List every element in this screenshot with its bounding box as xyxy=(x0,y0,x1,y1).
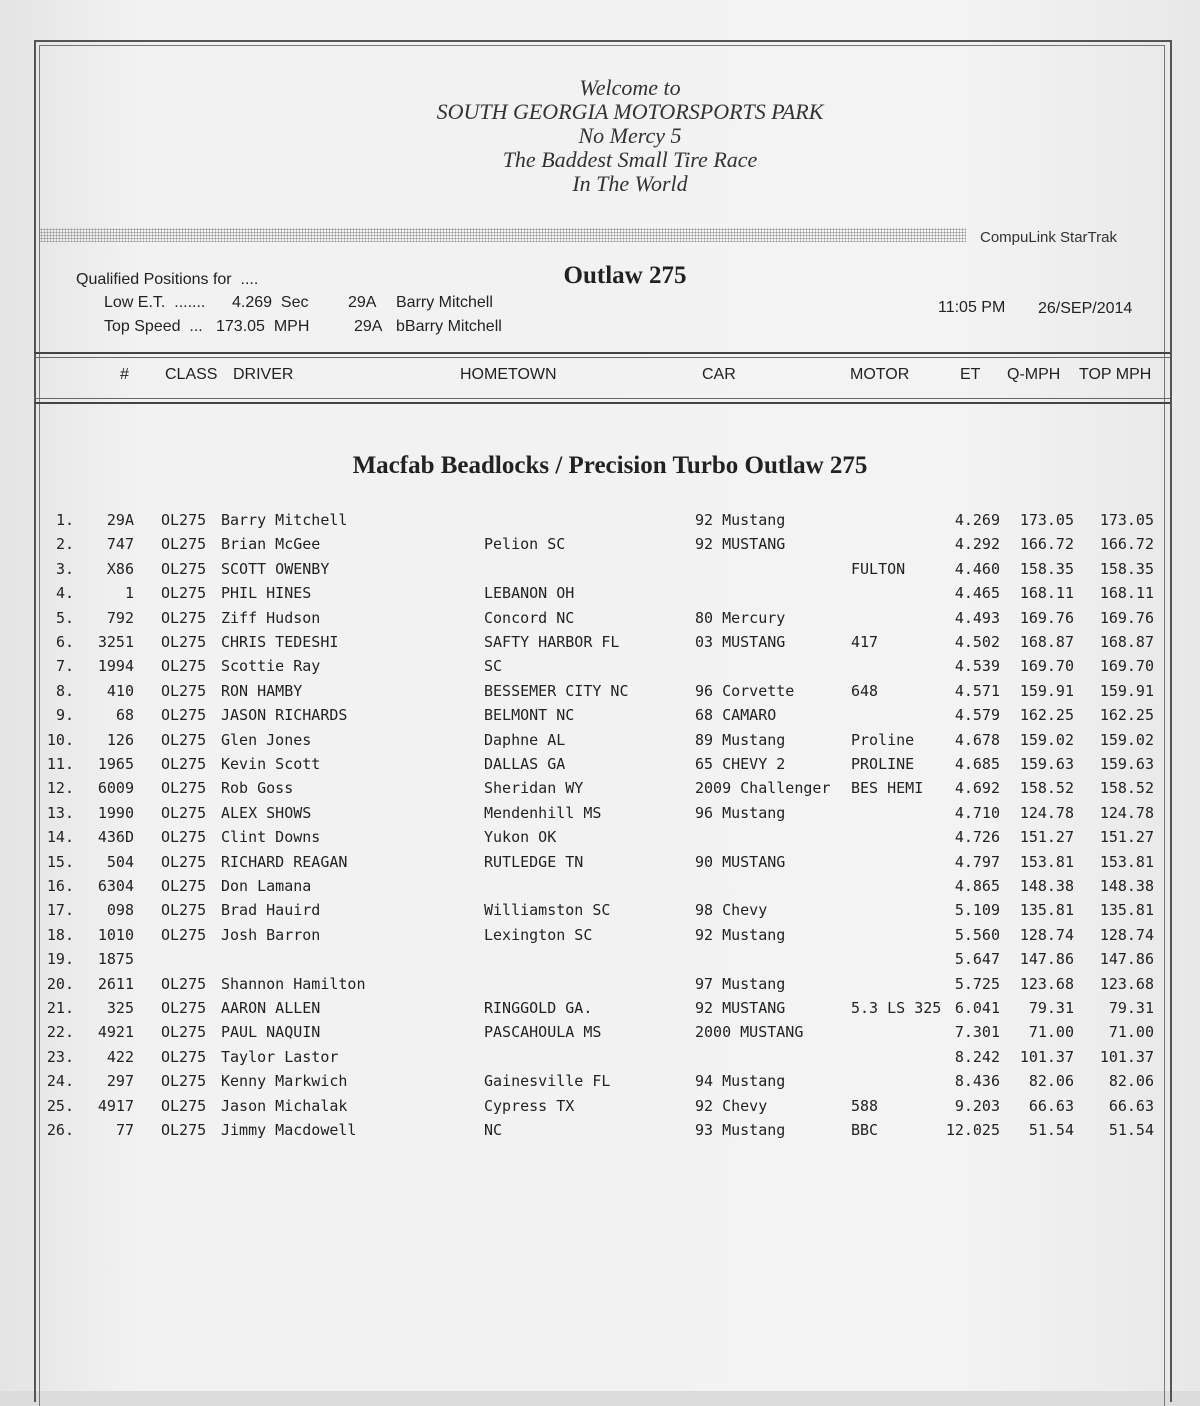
cell-top-mph: 79.31 xyxy=(1108,999,1154,1017)
cell-et: 4.539 xyxy=(954,657,1000,676)
cell-et: 9.203 xyxy=(954,1096,1000,1115)
cell-driver: Clint Downs xyxy=(221,828,321,847)
table-row xyxy=(0,534,1200,558)
cell-top-mph: 71.00 xyxy=(1108,1023,1154,1042)
cell-hometown: SC xyxy=(484,657,503,676)
low-et-driver: Barry Mitchell xyxy=(396,294,493,311)
cell-class: OL275 xyxy=(161,1072,207,1091)
cell-top-mph: 151.27 xyxy=(1099,828,1154,847)
cell-car-number: 1875 xyxy=(97,950,134,969)
cell-class: OL275 xyxy=(161,584,207,603)
cell-hometown: RINGGOLD GA. xyxy=(484,999,593,1017)
cell-qmph: 101.37 xyxy=(1019,1047,1074,1066)
cell-class: OL275 xyxy=(161,608,207,627)
cell-driver: Shannon Hamilton xyxy=(221,974,366,993)
table-row xyxy=(0,608,1200,632)
cell-car: 92 Mustang xyxy=(695,511,786,529)
cell-top-mph: 153.81 xyxy=(1099,852,1154,871)
cell-driver: CHRIS TEDESHI xyxy=(221,633,339,651)
table-row xyxy=(0,1096,1200,1120)
event-date: 26/SEP/2014 xyxy=(1038,300,1133,317)
cell-qmph: 147.86 xyxy=(1019,950,1074,969)
cell-position: 13. xyxy=(46,803,74,822)
cell-top-mph: 159.02 xyxy=(1099,730,1154,749)
cell-motor: PROLINE xyxy=(851,755,915,773)
cell-driver: Glen Jones xyxy=(221,730,312,749)
cell-hometown: PASCAHOULA MS xyxy=(484,1023,602,1042)
top-speed-value: 173.05 MPH xyxy=(216,318,310,335)
cell-et: 4.579 xyxy=(954,706,1000,725)
table-row xyxy=(0,705,1200,729)
table-row xyxy=(0,730,1200,754)
cell-top-mph: 162.25 xyxy=(1099,706,1154,725)
cell-position: 24. xyxy=(46,1072,74,1091)
col-head-motor: MOTOR xyxy=(850,366,910,383)
cell-position: 25. xyxy=(46,1096,74,1115)
cell-car-number: 410 xyxy=(106,681,134,700)
cell-qmph: 79.31 xyxy=(1028,999,1074,1017)
cell-car-number: X86 xyxy=(106,559,134,578)
cell-car-number: 6304 xyxy=(97,877,134,895)
cell-hometown: NC xyxy=(484,1121,503,1139)
cell-qmph: 166.72 xyxy=(1019,535,1074,554)
top-speed-label: Top Speed ... xyxy=(104,318,203,335)
cell-et: 5.647 xyxy=(954,950,1000,969)
top-speed-driver: bBarry Mitchell xyxy=(396,318,502,335)
cell-driver: Don Lamana xyxy=(221,877,312,895)
cell-hometown: Concord NC xyxy=(484,608,575,627)
cell-class: OL275 xyxy=(161,877,207,895)
cell-driver: PHIL HINES xyxy=(221,584,312,603)
cell-hometown: Mendenhill MS xyxy=(484,803,602,822)
cell-position: 9. xyxy=(55,706,74,725)
cell-driver: Brian McGee xyxy=(221,535,321,554)
cell-car-number: 297 xyxy=(106,1072,134,1091)
cell-et: 4.685 xyxy=(954,755,1000,773)
cell-position: 4. xyxy=(55,584,74,603)
cell-motor: Proline xyxy=(851,730,915,749)
cell-class: OL275 xyxy=(161,925,207,944)
table-row xyxy=(0,1047,1200,1071)
cell-driver: Kevin Scott xyxy=(221,755,321,773)
cell-class: OL275 xyxy=(161,1096,207,1115)
cell-et: 4.465 xyxy=(954,584,1000,603)
table-row xyxy=(0,900,1200,924)
divider-top-1 xyxy=(34,352,1170,354)
cell-hometown: Yukon OK xyxy=(484,828,557,847)
cell-et: 4.692 xyxy=(954,779,1000,798)
cell-position: 26. xyxy=(46,1121,74,1139)
cell-top-mph: 123.68 xyxy=(1099,974,1154,993)
cell-qmph: 162.25 xyxy=(1019,706,1074,725)
cell-hometown: Sheridan WY xyxy=(484,779,584,798)
cell-class: OL275 xyxy=(161,1023,207,1042)
cell-top-mph: 173.05 xyxy=(1099,511,1154,529)
cell-car: 93 Mustang xyxy=(695,1121,786,1139)
cell-motor: BES HEMI xyxy=(851,779,924,798)
cell-et: 5.725 xyxy=(954,974,1000,993)
cell-car-number: 2611 xyxy=(97,974,134,993)
cell-qmph: 71.00 xyxy=(1028,1023,1074,1042)
table-row xyxy=(0,583,1200,607)
cell-motor: 588 xyxy=(851,1096,879,1115)
cell-car: 03 MUSTANG xyxy=(695,633,786,651)
cell-top-mph: 147.86 xyxy=(1099,950,1154,969)
cell-position: 7. xyxy=(55,657,74,676)
divider-mid-2 xyxy=(34,402,1170,404)
table-row xyxy=(0,559,1200,583)
table-row xyxy=(0,656,1200,680)
cell-top-mph: 159.91 xyxy=(1099,681,1154,700)
cell-et: 4.865 xyxy=(954,877,1000,895)
cell-position: 6. xyxy=(55,633,74,651)
cell-driver: Rob Goss xyxy=(221,779,294,798)
cell-car: 98 Chevy xyxy=(695,901,768,920)
col-head-driver: DRIVER xyxy=(233,366,294,383)
cell-qmph: 168.87 xyxy=(1019,633,1074,651)
cell-driver: Jason Michalak xyxy=(221,1096,348,1115)
cell-qmph: 123.68 xyxy=(1019,974,1074,993)
cell-car-number: 4917 xyxy=(97,1096,134,1115)
cell-driver: AARON ALLEN xyxy=(221,999,321,1017)
cell-car-number: 6009 xyxy=(97,779,134,798)
table-row xyxy=(0,949,1200,973)
cell-position: 1. xyxy=(55,511,74,529)
cell-hometown: SAFTY HARBOR FL xyxy=(484,633,620,651)
cell-class: OL275 xyxy=(161,657,207,676)
cell-top-mph: 51.54 xyxy=(1108,1121,1154,1139)
cell-car-number: 436D xyxy=(97,828,134,847)
table-row xyxy=(0,925,1200,949)
col-head-et: ET xyxy=(960,366,981,383)
table-row xyxy=(0,876,1200,900)
cell-car: 80 Mercury xyxy=(695,608,786,627)
cell-driver: Brad Hauird xyxy=(221,901,321,920)
cell-driver: Josh Barron xyxy=(221,925,321,944)
cell-qmph: 159.63 xyxy=(1019,755,1074,773)
table-row xyxy=(0,803,1200,827)
table-row xyxy=(0,1120,1200,1144)
cell-top-mph: 128.74 xyxy=(1099,925,1154,944)
cell-class: OL275 xyxy=(161,901,207,920)
cell-car-number: 792 xyxy=(106,608,134,627)
cell-et: 7.301 xyxy=(954,1023,1000,1042)
cell-et: 4.710 xyxy=(954,803,1000,822)
cell-position: 15. xyxy=(46,852,74,871)
cell-top-mph: 66.63 xyxy=(1108,1096,1154,1115)
cell-position: 5. xyxy=(55,608,74,627)
cell-driver: ALEX SHOWS xyxy=(221,803,312,822)
cell-class: OL275 xyxy=(161,706,207,725)
cell-top-mph: 158.35 xyxy=(1099,559,1154,578)
top-speed-car: 29A xyxy=(354,318,383,335)
cell-hometown: DALLAS GA xyxy=(484,755,566,773)
table-row xyxy=(0,632,1200,656)
cell-position: 14. xyxy=(46,828,74,847)
col-head-num: # xyxy=(120,366,129,383)
cell-et: 8.242 xyxy=(954,1047,1000,1066)
cell-driver: PAUL NAQUIN xyxy=(221,1023,321,1042)
cell-car: 96 Mustang xyxy=(695,803,786,822)
cell-qmph: 169.76 xyxy=(1019,608,1074,627)
cell-car-number: 68 xyxy=(115,706,134,725)
cell-car: 65 CHEVY 2 xyxy=(695,755,786,773)
cell-hometown: BELMONT NC xyxy=(484,706,575,725)
cell-car-number: 504 xyxy=(106,852,134,871)
cell-car: 94 Mustang xyxy=(695,1072,786,1091)
low-et-value: 4.269 Sec xyxy=(232,294,309,311)
cell-car: 92 MUSTANG xyxy=(695,999,786,1017)
cell-driver: Taylor Lastor xyxy=(221,1047,339,1066)
cell-qmph: 158.52 xyxy=(1019,779,1074,798)
cell-car-number: 098 xyxy=(106,901,134,920)
cell-class: OL275 xyxy=(161,535,207,554)
cell-position: 18. xyxy=(46,925,74,944)
qualified-label: Qualified Positions for .... xyxy=(76,271,259,288)
cell-top-mph: 124.78 xyxy=(1099,803,1154,822)
cell-car: 92 Chevy xyxy=(695,1096,768,1115)
table-row xyxy=(0,827,1200,851)
cell-car: 89 Mustang xyxy=(695,730,786,749)
welcome-line-4: The Baddest Small Tire Race xyxy=(502,147,758,172)
cell-et: 8.436 xyxy=(954,1072,1000,1091)
welcome-line-3: No Mercy 5 xyxy=(578,123,682,148)
cell-top-mph: 159.63 xyxy=(1099,755,1154,773)
cell-position: 22. xyxy=(46,1023,74,1042)
cell-class: OL275 xyxy=(161,755,207,773)
cell-car-number: 4921 xyxy=(97,1023,134,1042)
cell-position: 19. xyxy=(46,950,74,969)
cell-motor: 417 xyxy=(851,633,879,651)
cell-class: OL275 xyxy=(161,559,207,578)
cell-car-number: 1994 xyxy=(97,657,134,676)
compulink-label: CompuLink StarTrak xyxy=(980,229,1117,246)
cell-et: 6.041 xyxy=(954,999,1000,1017)
cell-driver: JASON RICHARDS xyxy=(221,706,348,725)
cell-et: 4.678 xyxy=(954,730,1000,749)
cell-class: OL275 xyxy=(161,974,207,993)
cell-top-mph: 169.70 xyxy=(1099,657,1154,676)
cell-class: OL275 xyxy=(161,1121,207,1139)
cell-car-number: 1990 xyxy=(97,803,134,822)
cell-qmph: 151.27 xyxy=(1019,828,1074,847)
cell-position: 8. xyxy=(55,681,74,700)
cell-et: 4.269 xyxy=(954,511,1000,529)
cell-top-mph: 148.38 xyxy=(1099,877,1154,895)
welcome-line-5: In The World xyxy=(572,171,688,196)
cell-qmph: 135.81 xyxy=(1019,901,1074,920)
cell-top-mph: 166.72 xyxy=(1099,535,1154,554)
cell-car: 2009 Challenger xyxy=(695,779,831,798)
cell-qmph: 66.63 xyxy=(1028,1096,1074,1115)
cell-class: OL275 xyxy=(161,779,207,798)
cell-motor: 648 xyxy=(851,681,879,700)
cell-et: 4.571 xyxy=(954,681,1000,700)
cell-qmph: 173.05 xyxy=(1019,511,1074,529)
cell-car: 68 CAMARO xyxy=(695,706,777,725)
table-row xyxy=(0,1071,1200,1095)
section-title: Macfab Beadlocks / Precision Turbo Outlaw 275 xyxy=(352,452,868,479)
cell-car: 97 Mustang xyxy=(695,974,786,993)
table-row xyxy=(0,778,1200,802)
col-head-hometown: HOMETOWN xyxy=(460,366,557,383)
cell-class: OL275 xyxy=(161,511,207,529)
cell-et: 12.025 xyxy=(945,1121,1000,1139)
cell-car: 90 MUSTANG xyxy=(695,852,786,871)
cell-qmph: 82.06 xyxy=(1028,1072,1074,1091)
cell-position: 17. xyxy=(46,901,74,920)
cell-driver: Barry Mitchell xyxy=(221,511,348,529)
cell-driver: Jimmy Macdowell xyxy=(221,1121,357,1139)
cell-motor: BBC xyxy=(851,1121,879,1139)
cell-class: OL275 xyxy=(161,633,207,651)
cell-qmph: 128.74 xyxy=(1019,925,1074,944)
cell-top-mph: 158.52 xyxy=(1099,779,1154,798)
low-et-car: 29A xyxy=(348,294,377,311)
cell-et: 4.726 xyxy=(954,828,1000,847)
cell-et: 4.797 xyxy=(954,852,1000,871)
cell-top-mph: 168.87 xyxy=(1099,633,1154,651)
col-head-top-mph: TOP MPH xyxy=(1079,366,1152,383)
cell-hometown: Daphne AL xyxy=(484,730,566,749)
table-row xyxy=(0,681,1200,705)
cell-top-mph: 135.81 xyxy=(1099,901,1154,920)
cell-qmph: 168.11 xyxy=(1019,584,1074,603)
cell-position: 3. xyxy=(55,559,74,578)
cell-qmph: 158.35 xyxy=(1019,559,1074,578)
cell-hometown: BESSEMER CITY NC xyxy=(484,681,629,700)
col-head-car: CAR xyxy=(702,366,736,383)
cell-et: 5.109 xyxy=(954,901,1000,920)
cell-car-number: 77 xyxy=(115,1121,134,1139)
cell-qmph: 153.81 xyxy=(1019,852,1074,871)
cell-car-number: 747 xyxy=(106,535,134,554)
divider-mid-1 xyxy=(34,398,1170,399)
cell-class: OL275 xyxy=(161,803,207,822)
table-row xyxy=(0,852,1200,876)
cell-driver: RON HAMBY xyxy=(221,681,303,700)
cell-car-number: 325 xyxy=(106,999,134,1017)
cell-hometown: Cypress TX xyxy=(484,1096,575,1115)
dotted-band xyxy=(40,228,966,242)
cell-qmph: 51.54 xyxy=(1028,1121,1074,1139)
cell-hometown: RUTLEDGE TN xyxy=(484,852,584,871)
cell-car-number: 1965 xyxy=(97,755,134,773)
cell-hometown: Williamston SC xyxy=(484,901,611,920)
cell-car: 92 MUSTANG xyxy=(695,535,786,554)
cell-car: 96 Corvette xyxy=(695,681,795,700)
welcome-line-2: SOUTH GEORGIA MOTORSPORTS PARK xyxy=(436,99,824,124)
cell-et: 5.560 xyxy=(954,925,1000,944)
cell-qmph: 124.78 xyxy=(1019,803,1074,822)
event-title: Outlaw 275 xyxy=(563,262,687,289)
cell-car-number: 3251 xyxy=(97,633,134,651)
cell-driver: Scottie Ray xyxy=(221,657,321,676)
cell-class: OL275 xyxy=(161,730,207,749)
cell-hometown: Gainesville FL xyxy=(484,1072,611,1091)
cell-position: 12. xyxy=(46,779,74,798)
cell-position: 11. xyxy=(46,755,74,773)
table-row xyxy=(0,510,1200,534)
cell-class: OL275 xyxy=(161,852,207,871)
cell-position: 16. xyxy=(46,877,74,895)
cell-top-mph: 82.06 xyxy=(1108,1072,1154,1091)
cell-driver: RICHARD REAGAN xyxy=(221,852,348,871)
cell-driver: SCOTT OWENBY xyxy=(221,559,330,578)
cell-hometown: Lexington SC xyxy=(484,925,593,944)
cell-position: 10. xyxy=(46,730,74,749)
cell-position: 21. xyxy=(46,999,74,1017)
low-et-label: Low E.T. ....... xyxy=(104,294,206,311)
cell-class: OL275 xyxy=(161,1047,207,1066)
welcome-line-1: Welcome to xyxy=(579,75,681,100)
table-row xyxy=(0,974,1200,998)
col-head-class: CLASS xyxy=(165,366,218,383)
cell-driver: Kenny Markwich xyxy=(221,1072,348,1091)
cell-class: OL275 xyxy=(161,999,207,1017)
divider-top-2 xyxy=(34,357,1170,358)
cell-top-mph: 169.76 xyxy=(1099,608,1154,627)
col-head-qmph: Q-MPH xyxy=(1007,366,1061,383)
cell-position: 23. xyxy=(46,1047,74,1066)
cell-et: 4.502 xyxy=(954,633,1000,651)
cell-position: 20. xyxy=(46,974,74,993)
cell-qmph: 148.38 xyxy=(1019,877,1074,895)
cell-car-number: 126 xyxy=(106,730,134,749)
cell-qmph: 159.91 xyxy=(1019,681,1074,700)
cell-top-mph: 168.11 xyxy=(1099,584,1154,603)
cell-motor: 5.3 LS 325 xyxy=(851,999,942,1017)
table-row xyxy=(0,754,1200,778)
cell-class: OL275 xyxy=(161,681,207,700)
cell-car-number: 29A xyxy=(106,511,134,529)
cell-car-number: 1010 xyxy=(97,925,134,944)
cell-driver: Ziff Hudson xyxy=(221,608,321,627)
cell-hometown: LEBANON OH xyxy=(484,584,575,603)
cell-qmph: 169.70 xyxy=(1019,657,1074,676)
cell-car: 92 Mustang xyxy=(695,925,786,944)
cell-et: 4.493 xyxy=(954,608,1000,627)
table-row xyxy=(0,998,1200,1022)
cell-hometown: Pelion SC xyxy=(484,535,566,554)
cell-car-number: 1 xyxy=(124,584,134,603)
cell-car-number: 422 xyxy=(106,1047,134,1066)
event-time: 11:05 PM xyxy=(938,299,1006,316)
cell-qmph: 159.02 xyxy=(1019,730,1074,749)
cell-car: 2000 MUSTANG xyxy=(695,1023,804,1042)
table-row xyxy=(0,1022,1200,1046)
cell-top-mph: 101.37 xyxy=(1099,1047,1154,1066)
cell-position: 2. xyxy=(55,535,74,554)
cell-motor: FULTON xyxy=(851,559,906,578)
cell-et: 4.460 xyxy=(954,559,1000,578)
cell-class: OL275 xyxy=(161,828,207,847)
cell-et: 4.292 xyxy=(954,535,1000,554)
